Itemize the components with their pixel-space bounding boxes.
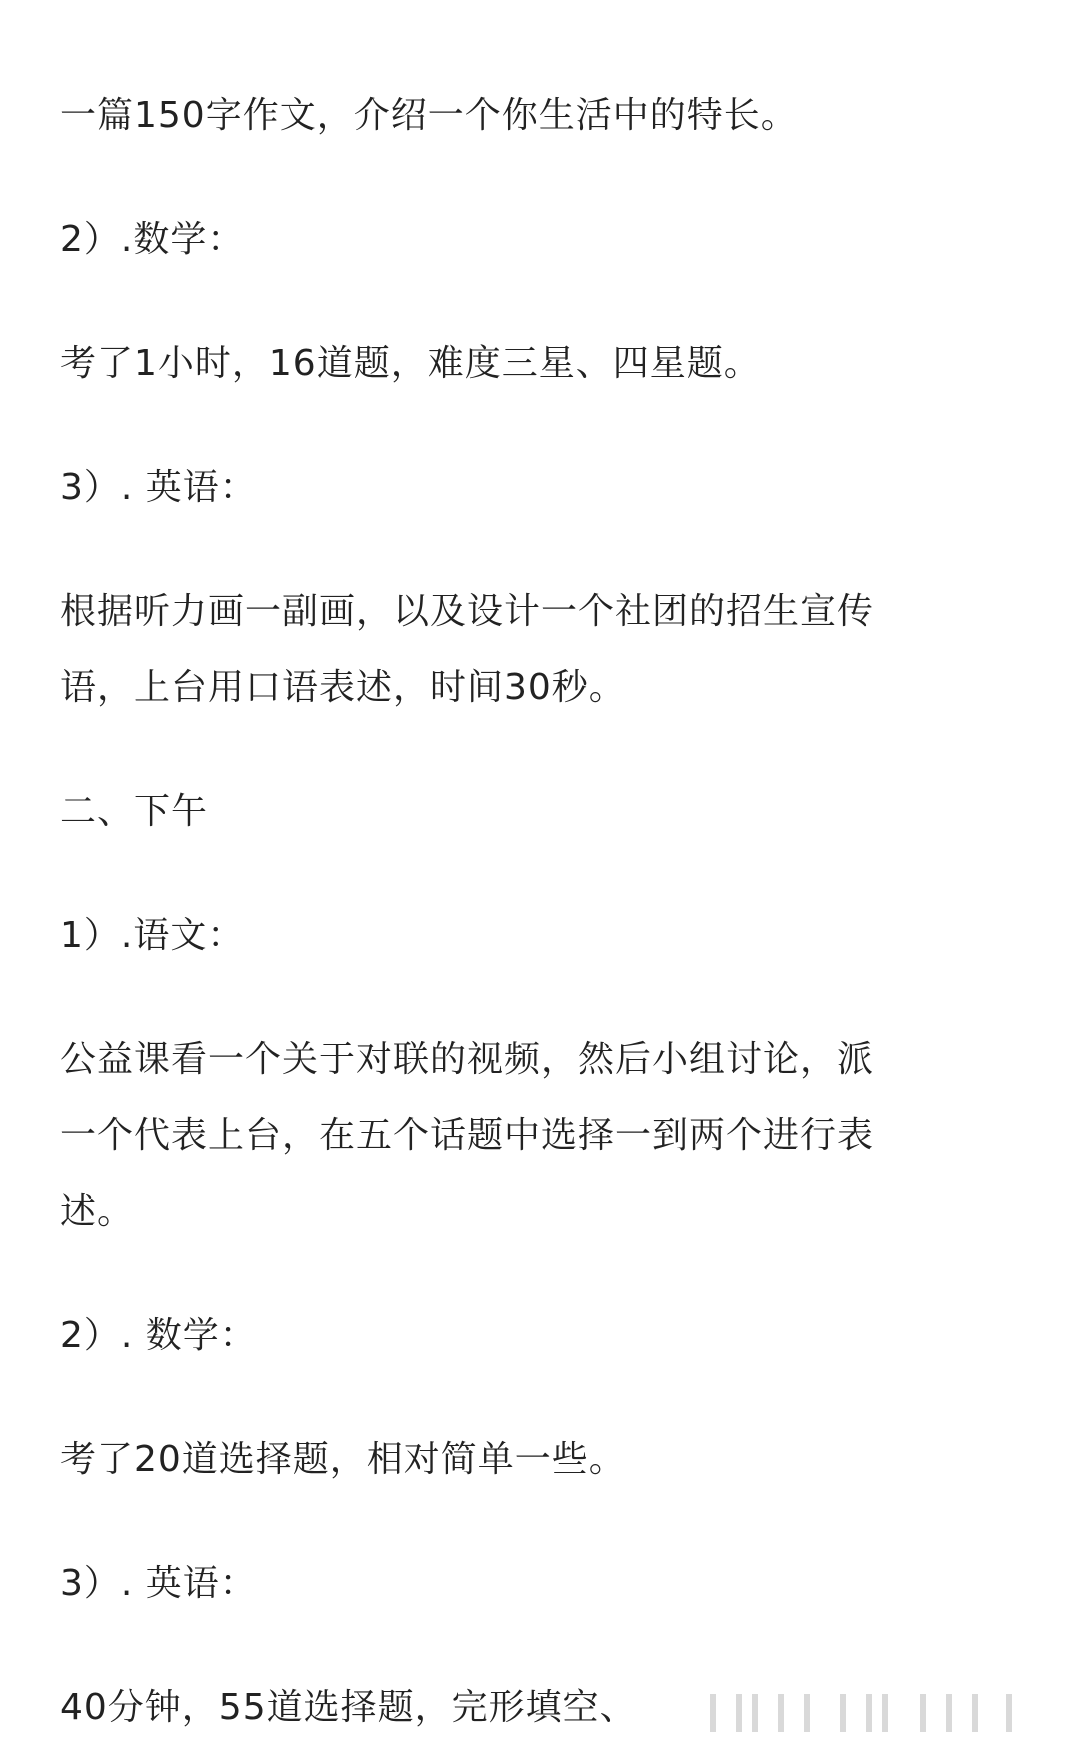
section-heading-english: 3）. 英语： [60,467,257,508]
text-line: 公益课看一个关于对联的视频，然后小组讨论，派 [60,1039,875,1080]
section-heading-chinese: 1）.语文： [60,915,245,956]
section-heading-english: 3）. 英语： [60,1563,257,1604]
redaction-bars [700,1690,1030,1736]
section-heading-afternoon: 二、下午 [60,791,209,832]
text-line: 考了1小时，16道题，难度三星、四星题。 [60,343,761,384]
text-line: 一篇150字作文，介绍一个你生活中的特长。 [60,95,798,136]
section-heading-math: 2）. 数学： [60,1315,257,1356]
text-line: 语，上台用口语表述，时间30秒。 [60,667,626,708]
section-heading-math: 2）.数学： [60,219,245,260]
text-line: 考了20道选择题，相对简单一些。 [60,1439,626,1480]
text-line: 一个代表上台，在五个话题中选择一到两个进行表 [60,1115,875,1156]
text-line: 40分钟，55道选择题，完形填空、 [60,1687,637,1728]
text-line: 述。 [60,1191,135,1232]
text-line: 根据听力画一副画，以及设计一个社团的招生宣传 [60,591,875,632]
